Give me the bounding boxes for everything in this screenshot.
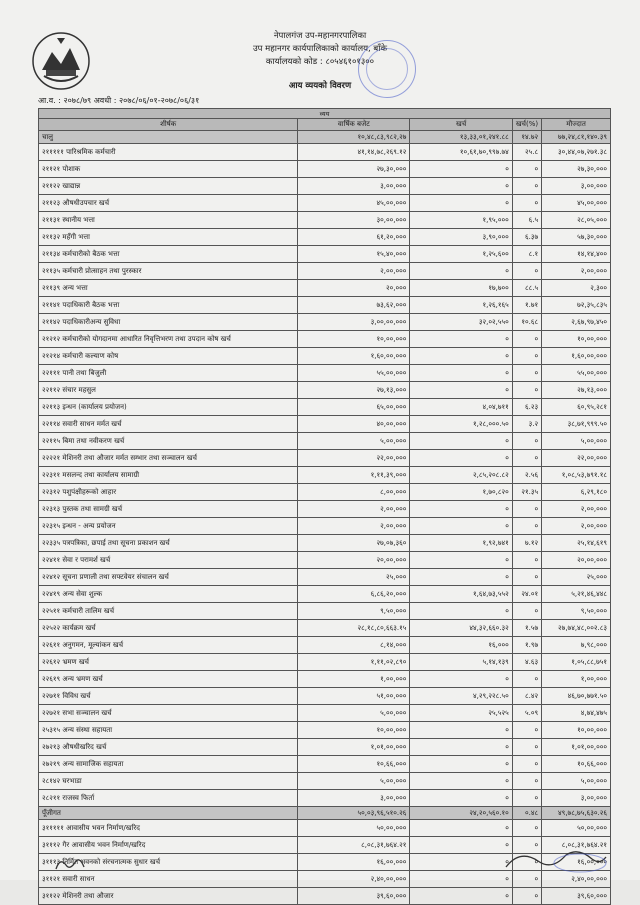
- row-title: २११४२ पदाधिकारीअन्य सुविधा: [39, 314, 298, 331]
- row-expense: ०: [410, 382, 512, 399]
- row-percent: ८.४२: [512, 688, 541, 705]
- row-title: २११३४ कर्मचारीको बैठक भत्ता: [39, 246, 298, 263]
- row-expense: ०: [410, 739, 512, 756]
- table-row: [39, 416, 611, 433]
- table-row: [39, 705, 611, 722]
- table-row: [39, 297, 611, 314]
- row-balance: १,६०,००,०००: [542, 348, 611, 365]
- row-expense: १७,७००: [410, 280, 512, 297]
- row-expense: २,८५,२०८.८२: [410, 467, 512, 484]
- row-expense: ०: [410, 518, 512, 535]
- row-title: २११४१ पदाधिकारी बैठक भत्ता: [39, 297, 298, 314]
- row-title: २२६११ अनुगमन, मूल्यांकन खर्च: [39, 637, 298, 654]
- row-percent: १.५७: [512, 620, 541, 637]
- row-balance: १,०८,५३,७९१.१८: [542, 467, 611, 484]
- row-budget: ६५,००,०००: [298, 399, 410, 416]
- row-balance: ४,७४,४७५: [542, 705, 611, 722]
- table-row: [39, 773, 611, 790]
- row-budget: ८,०८,३१,७६४.२१: [298, 837, 410, 854]
- row-title: २८२११ राजस्व फिर्ता: [39, 790, 298, 807]
- row-balance: ३,००,०००: [542, 790, 611, 807]
- row-expense: ०: [410, 820, 512, 837]
- row-balance: २,६७,९७,४५०: [542, 314, 611, 331]
- row-percent: २१.३५: [512, 484, 541, 501]
- row-expense: ४४,३२,६६०.३२: [410, 620, 512, 637]
- row-balance: २२,००,०००: [542, 450, 611, 467]
- row-percent: ६.३७: [512, 229, 541, 246]
- row-balance: ३८,७१,९९९.५०: [542, 416, 611, 433]
- row-expense: १६,०००: [410, 637, 512, 654]
- section-row: [39, 807, 611, 820]
- row-percent: ०: [512, 854, 541, 871]
- row-title: २२४१९ अन्य सेवा शुल्क: [39, 586, 298, 603]
- row-budget: २०,००,०००: [298, 552, 410, 569]
- row-balance: १०,६६,०००: [542, 756, 611, 773]
- row-title: २२३१५ इन्धन - अन्य प्रयोजन: [39, 518, 298, 535]
- row-budget: २७,०७,३६०: [298, 535, 410, 552]
- table-row: [39, 467, 611, 484]
- office-name: उप महानगर कार्यपालिकाको कार्यालय, बाँके: [252, 44, 388, 54]
- row-expense: ०: [410, 790, 512, 807]
- row-budget: ५०,००,०००: [298, 820, 410, 837]
- row-balance: ६०,९५,२८१: [542, 399, 611, 416]
- row-budget: १,०१,००,०००: [298, 739, 410, 756]
- row-balance: २७,७४,४८,००२.८३: [542, 620, 611, 637]
- row-expense: ०: [410, 722, 512, 739]
- row-percent: ०: [512, 569, 541, 586]
- row-balance: ६,२९,१८०: [542, 484, 611, 501]
- group-header: व्यय: [39, 109, 611, 119]
- section-row: [39, 131, 611, 144]
- row-title: २५३१५ अन्य संस्था सहायता: [39, 722, 298, 739]
- row-title: २२४११ सेवा र परामर्श खर्च: [39, 552, 298, 569]
- row-budget: १६,००,०००: [298, 854, 410, 871]
- row-percent: ०: [512, 433, 541, 450]
- row-title: २११२१ पोशाक: [39, 161, 298, 178]
- column-header-expense: खर्च: [410, 119, 512, 131]
- row-balance: ५,२१,४६,४४८: [542, 586, 611, 603]
- table-row: [39, 263, 611, 280]
- row-percent: २४.०१: [512, 586, 541, 603]
- row-balance: २८,०५,०००: [542, 212, 611, 229]
- table-row: [39, 212, 611, 229]
- row-expense: ०: [410, 837, 512, 854]
- row-percent: ०: [512, 195, 541, 212]
- row-title: ३१११२ गैर आवासीय भवन निर्माण/खरिद: [39, 837, 298, 854]
- column-header-percent: खर्च(%): [512, 119, 541, 131]
- row-budget: १५,४०,०००: [298, 246, 410, 263]
- row-percent: ०: [512, 518, 541, 535]
- row-percent: ०: [512, 739, 541, 756]
- row-expense: ३,९०,०००: [410, 229, 512, 246]
- row-balance: १,०१,००,०००: [542, 739, 611, 756]
- signature-right: [500, 845, 610, 875]
- row-percent: ४.६३: [512, 654, 541, 671]
- row-expense: १०,६१,७०,९९७.७४: [410, 144, 512, 161]
- row-expense: ०: [410, 161, 512, 178]
- row-expense: १,२५,६००: [410, 246, 512, 263]
- column-header-title: शीर्षक: [39, 119, 298, 131]
- office-code: कार्यालयको कोड : ८०५४६१०१३००: [265, 57, 375, 67]
- row-budget: ३,००,०००: [298, 178, 410, 195]
- table-row: [39, 756, 611, 773]
- row-balance: २५,०००: [542, 569, 611, 586]
- row-balance: ४६,७०,७७१.५०: [542, 688, 611, 705]
- table-row: [39, 888, 611, 905]
- row-budget: १०,००,०००: [298, 722, 410, 739]
- row-balance: १६,००,०००: [542, 854, 611, 871]
- budget-table: [38, 108, 611, 905]
- row-budget: २७,१३,०००: [298, 382, 410, 399]
- row-expense: २५,५२५: [410, 705, 512, 722]
- row-percent: ०: [512, 263, 541, 280]
- row-balance: ४५,००,०००: [542, 195, 611, 212]
- row-budget: ३०,००,०००: [298, 212, 410, 229]
- row-budget: ४१,१४,७८,२६९.१२: [298, 144, 410, 161]
- row-percent: ०: [512, 365, 541, 382]
- row-expense: ०: [410, 671, 512, 688]
- table-row: [39, 450, 611, 467]
- row-balance: २७,३०,०००: [542, 161, 611, 178]
- table-row: [39, 569, 611, 586]
- row-expense: ०: [410, 756, 512, 773]
- row-title: २२१११ पानी तथा बिजुली: [39, 365, 298, 382]
- row-title: ३११२१ सवारी साधन: [39, 871, 298, 888]
- row-budget: ३,००,०००: [298, 790, 410, 807]
- row-expense: १,९५,०००: [410, 212, 512, 229]
- row-title: २११२२ खाद्यान्न: [39, 178, 298, 195]
- row-budget: २८,१८,८०,६६३.१५: [298, 620, 410, 637]
- office-stamp-inner: [366, 48, 408, 90]
- row-percent: २५.८: [512, 144, 541, 161]
- row-title: २२११५ बिमा तथा नवीकरण खर्च: [39, 433, 298, 450]
- report-title: आय व्ययको विवरण: [288, 81, 352, 91]
- row-budget: ५,००,०००: [298, 433, 410, 450]
- row-balance: १,००,०००: [542, 671, 611, 688]
- row-expense: ०: [410, 263, 512, 280]
- row-percent: ०: [512, 382, 541, 399]
- section-label: चालु: [39, 131, 298, 144]
- table-row: [39, 382, 611, 399]
- row-budget: २,००,०००: [298, 501, 410, 518]
- row-balance: २,००,०००: [542, 518, 611, 535]
- row-expense: ०: [410, 854, 512, 871]
- table-row: [39, 535, 611, 552]
- section-balance: ४९,७८,७५,६३०.२६: [542, 807, 611, 820]
- row-percent: ७.१२: [512, 535, 541, 552]
- row-balance: २,४०,००,०००: [542, 871, 611, 888]
- row-budget: ७३,६२,०००: [298, 297, 410, 314]
- row-budget: ८,१४,०००: [298, 637, 410, 654]
- row-title: २१२१४ कर्मचारी कल्याण कोष: [39, 348, 298, 365]
- row-title: ३१११११ आवासीय भवन निर्माण/खरिद: [39, 820, 298, 837]
- row-budget: २,००,०००: [298, 263, 410, 280]
- row-title: ३१११३ निर्मित भवनको संरचनात्मक सुधार खर्च: [39, 854, 298, 871]
- table-row: [39, 603, 611, 620]
- table-row: [39, 433, 611, 450]
- section-budget: १०,४८,८३,९८२,२७: [298, 131, 410, 144]
- row-percent: ०: [512, 552, 541, 569]
- table-row: [39, 637, 611, 654]
- row-percent: ०: [512, 348, 541, 365]
- row-expense: १,९२,७४१: [410, 535, 512, 552]
- table-row: [39, 484, 611, 501]
- row-budget: २०,०००: [298, 280, 410, 297]
- row-budget: ६१,२०,०००: [298, 229, 410, 246]
- row-title: २१११११ पारिश्रमिक कर्मचारी: [39, 144, 298, 161]
- row-title: २११३५ कर्मचारी प्रोत्साहन तथा पुरस्कार: [39, 263, 298, 280]
- row-title: २२२२१ मेशिनरी तथा औजार मर्मत सम्भार तथा सञ्चालन खर्च: [39, 450, 298, 467]
- row-title: २११३१ स्थानीय भत्ता: [39, 212, 298, 229]
- row-percent: १०.६८: [512, 314, 541, 331]
- table-row: [39, 552, 611, 569]
- row-budget: ९,५०,०००: [298, 603, 410, 620]
- row-title: २२३११ मसलन्द तथा कार्यालय सामाग्री: [39, 467, 298, 484]
- row-budget: २२,००,०००: [298, 450, 410, 467]
- table-row: [39, 314, 611, 331]
- row-percent: ०: [512, 331, 541, 348]
- row-balance: २,००,०००: [542, 501, 611, 518]
- row-title: २११३९ अन्य भत्ता: [39, 280, 298, 297]
- row-percent: ०: [512, 773, 541, 790]
- section-expense: १३,३३,०१,२४१.८८: [410, 131, 512, 144]
- section-percent: १४.७२: [512, 131, 541, 144]
- row-percent: १.७१: [512, 297, 541, 314]
- row-percent: ०: [512, 671, 541, 688]
- row-title: २२३१३ पुस्तक तथा सामग्री खर्च: [39, 501, 298, 518]
- row-balance: २५,१४,६१९: [542, 535, 611, 552]
- row-balance: ५५,००,०००: [542, 365, 611, 382]
- row-percent: ०: [512, 450, 541, 467]
- row-title: २२३३५ पत्रपत्रिका, छपाई तथा सूचना प्रकाशन खर्च: [39, 535, 298, 552]
- table-row: [39, 671, 611, 688]
- row-percent: ०: [512, 888, 541, 905]
- table-row: [39, 161, 611, 178]
- row-title: २२११२ संचार महसुल: [39, 382, 298, 399]
- row-percent: ०: [512, 871, 541, 888]
- row-title: २२४१२ सूचना प्रणाली तथा सफ्टवेयर संचालन खर्च: [39, 569, 298, 586]
- table-row: [39, 144, 611, 161]
- row-budget: ५,००,०००: [298, 705, 410, 722]
- row-balance: ८,०८,३१,७६४.२१: [542, 837, 611, 854]
- row-balance: ७२,३५,८३५: [542, 297, 611, 314]
- row-title: २२५२२ कार्यक्रम खर्च: [39, 620, 298, 637]
- row-expense: ०: [410, 348, 512, 365]
- row-budget: ५५,००,०००: [298, 365, 410, 382]
- row-budget: १,११,३९,०००: [298, 467, 410, 484]
- section-expense: २४,२०,५६०.१०: [410, 807, 512, 820]
- row-expense: ०: [410, 195, 512, 212]
- row-budget: १,११,०२,८९०: [298, 654, 410, 671]
- row-balance: १०,००,०००: [542, 722, 611, 739]
- row-title: २२७११ विविध खर्च: [39, 688, 298, 705]
- row-title: ३११२२ मेशिनरी तथा औजार: [39, 888, 298, 905]
- fiscal-period: आ.व. : २०७८/७९ अवधी : २०७८/०६/०१-२०७८/०६/३१: [38, 96, 200, 105]
- row-expense: ०: [410, 871, 512, 888]
- row-expense: ०: [410, 178, 512, 195]
- row-percent: ०: [512, 837, 541, 854]
- row-balance: ७,९८,०००: [542, 637, 611, 654]
- row-budget: ५,००,०००: [298, 773, 410, 790]
- table-row: [39, 501, 611, 518]
- row-expense: ०: [410, 450, 512, 467]
- row-budget: २७,३०,०००: [298, 161, 410, 178]
- row-balance: ५०,००,०००: [542, 820, 611, 837]
- row-expense: ०: [410, 569, 512, 586]
- row-balance: १४,१४,४००: [542, 246, 611, 263]
- row-expense: १,२६,१६५: [410, 297, 512, 314]
- table-row: [39, 280, 611, 297]
- row-percent: ८.१: [512, 246, 541, 263]
- row-percent: ६.५: [512, 212, 541, 229]
- table-row: [39, 620, 611, 637]
- table-row: [39, 195, 611, 212]
- row-title: २८१४२ घरभाडा: [39, 773, 298, 790]
- row-title: २११२३ औषधीउपचार खर्च: [39, 195, 298, 212]
- row-title: २१२१२ कर्मचारीको योगदानमा आधारित निवृत्तिभरण तथा उपदान कोष खर्च: [39, 331, 298, 348]
- table-row: [39, 178, 611, 195]
- row-percent: ६.२३: [512, 399, 541, 416]
- row-title: २२११४ सवारी साधन मर्मत खर्च: [39, 416, 298, 433]
- row-percent: ०: [512, 722, 541, 739]
- row-expense: ०: [410, 773, 512, 790]
- row-expense: ०: [410, 331, 512, 348]
- column-header-balance: मौज्दात: [542, 119, 611, 131]
- table-row: [39, 790, 611, 807]
- row-percent: ५.०९: [512, 705, 541, 722]
- row-expense: १,७०,८२०: [410, 484, 512, 501]
- row-balance: ५,००,०००: [542, 773, 611, 790]
- row-expense: ०: [410, 433, 512, 450]
- row-percent: ८८.५: [512, 280, 541, 297]
- column-header-budget: वार्षिक बजेट: [298, 119, 410, 131]
- section-label: पूँजीगत: [39, 807, 298, 820]
- table-row: [39, 518, 611, 535]
- row-budget: ३,००,००,०००: [298, 314, 410, 331]
- row-balance: ३०,४४,०७,२७१.३८: [542, 144, 611, 161]
- section-percent: ०.४८: [512, 807, 541, 820]
- row-percent: ०: [512, 501, 541, 518]
- row-percent: ०: [512, 756, 541, 773]
- row-percent: ०: [512, 790, 541, 807]
- section-balance: ७७,२४,८१,१४०.३९: [542, 131, 611, 144]
- row-expense: ०: [410, 501, 512, 518]
- table-row: [39, 229, 611, 246]
- row-budget: १,६०,००,०००: [298, 348, 410, 365]
- row-budget: २,४०,००,०००: [298, 871, 410, 888]
- row-title: २११३२ महँगी भत्ता: [39, 229, 298, 246]
- table-row: [39, 688, 611, 705]
- row-expense: ४,०४,७११: [410, 399, 512, 416]
- table-row: [39, 820, 611, 837]
- row-percent: ०: [512, 161, 541, 178]
- row-budget: १०,००,०००: [298, 331, 410, 348]
- row-title: २२७२१ सभा सञ्चालन खर्च: [39, 705, 298, 722]
- row-expense: ५,१४,१३९: [410, 654, 512, 671]
- row-title: २२६१९ अन्य भ्रमण खर्च: [39, 671, 298, 688]
- row-percent: ०: [512, 603, 541, 620]
- row-balance: २,३००: [542, 280, 611, 297]
- row-budget: २,००,०००: [298, 518, 410, 535]
- table-row: [39, 365, 611, 382]
- signature-left: [52, 855, 88, 875]
- row-balance: ९,५०,०००: [542, 603, 611, 620]
- table-row: [39, 399, 611, 416]
- row-balance: ३,००,०००: [542, 178, 611, 195]
- row-balance: २०,००,०००: [542, 552, 611, 569]
- row-expense: ०: [410, 552, 512, 569]
- row-budget: १०,६६,०००: [298, 756, 410, 773]
- row-percent: ३.२: [512, 416, 541, 433]
- row-percent: ०: [512, 820, 541, 837]
- row-title: २७२१९ अन्य सामाजिक सहायता: [39, 756, 298, 773]
- row-expense: १,६४,७३,५५२: [410, 586, 512, 603]
- table-row: [39, 331, 611, 348]
- section-budget: ५०,०३,९६,५१०.२६: [298, 807, 410, 820]
- table-row: [39, 246, 611, 263]
- row-balance: १०,००,०००: [542, 331, 611, 348]
- row-budget: १,००,०००: [298, 671, 410, 688]
- row-balance: २,००,०००: [542, 263, 611, 280]
- row-balance: ५७,३०,०००: [542, 229, 611, 246]
- row-budget: ८,००,०००: [298, 484, 410, 501]
- table-row: [39, 722, 611, 739]
- row-budget: ४०,००,०००: [298, 416, 410, 433]
- row-percent: २.५६: [512, 467, 541, 484]
- row-balance: १,०५,८८,७५१: [542, 654, 611, 671]
- row-expense: ४,२९,२२८.५०: [410, 688, 512, 705]
- row-expense: ०: [410, 888, 512, 905]
- row-expense: १,२८,०००.५०: [410, 416, 512, 433]
- row-balance: ५,००,०००: [542, 433, 611, 450]
- row-budget: ६,८६,२०,०००: [298, 586, 410, 603]
- municipality-name: नेपालगंज उप-महानगरपालिका: [273, 31, 367, 41]
- row-title: २२६१२ भ्रमण खर्च: [39, 654, 298, 671]
- row-percent: १.९७: [512, 637, 541, 654]
- row-percent: ०: [512, 178, 541, 195]
- table-row: [39, 348, 611, 365]
- row-expense: ३२,०२,५५०: [410, 314, 512, 331]
- row-title: २७२१३ औषधीखरिद खर्च: [39, 739, 298, 756]
- row-balance: ३९,६०,०००: [542, 888, 611, 905]
- row-title: २२३१२ पशुपंक्षीहरूको आहार: [39, 484, 298, 501]
- row-budget: ४५,००,०००: [298, 195, 410, 212]
- row-budget: २५,०००: [298, 569, 410, 586]
- row-balance: २७,१३,०००: [542, 382, 611, 399]
- row-expense: ०: [410, 365, 512, 382]
- row-title: २२११३ इन्धन (कार्यालय प्रयोजन): [39, 399, 298, 416]
- row-budget: ५१,००,०००: [298, 688, 410, 705]
- table-row: [39, 654, 611, 671]
- row-budget: ३९,६०,०००: [298, 888, 410, 905]
- table-row: [39, 739, 611, 756]
- row-title: २२५११ कर्मचारी तालिम खर्च: [39, 603, 298, 620]
- table-row: [39, 586, 611, 603]
- row-expense: ०: [410, 603, 512, 620]
